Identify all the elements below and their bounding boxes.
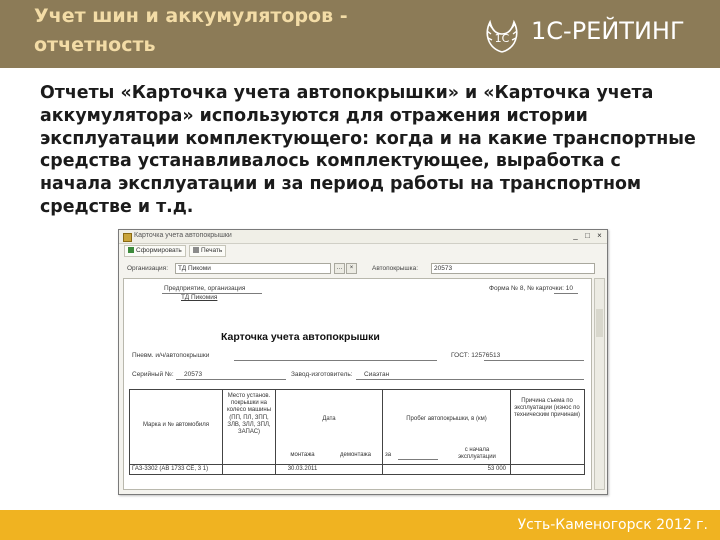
window-title: Карточка учета автопокрышки — [134, 232, 232, 239]
header-place: Место установ. покрышки на колесо машины (ПП, ПЛ, ЗПП, ЗЛВ, ЗЛЛ, ЗПЛ, ЗАПАС) — [226, 393, 272, 436]
table-column-divider — [382, 390, 383, 474]
model-label: Пневм. и/ч/автопокрышки — [132, 352, 210, 359]
header-period: за — [385, 452, 392, 458]
1c-rating-logo-icon — [480, 12, 524, 56]
divider — [234, 360, 437, 361]
document-title: Карточка учета автопокрышки — [221, 331, 380, 343]
generate-button-label: Сформировать — [136, 247, 182, 254]
table-column-divider — [275, 390, 276, 474]
description-line: эксплуатации комплектующего: когда и на какие транспортные — [40, 128, 696, 149]
report-params — [119, 260, 607, 274]
clear-organization-button[interactable]: × — [346, 263, 357, 274]
description-line: средстве и т.д. — [40, 196, 194, 217]
select-organization-button[interactable]: … — [334, 263, 345, 274]
divider — [398, 459, 438, 460]
header-mount: монтажа — [290, 452, 315, 458]
description-line: средства устанавливалось комплектующее, выработка с — [40, 151, 621, 172]
app-icon — [123, 233, 132, 242]
company-label: Предприятие, организация — [164, 285, 246, 292]
header-date: Дата — [322, 416, 336, 422]
maximize-icon[interactable]: □ — [585, 231, 590, 240]
header-reason: Причина съема по эксплуатации (износ по техническим причинам) — [514, 398, 580, 419]
row-mileage: 53 000 — [487, 466, 506, 472]
header-mileage: Пробег автопокрышки, в (км) — [406, 416, 487, 422]
vertical-scrollbar[interactable] — [594, 278, 605, 490]
divider — [176, 379, 286, 380]
slide-title-line-2: отчетность — [34, 34, 156, 56]
tire-history-table — [129, 389, 585, 475]
row-car: ГАЗ-3302 (AB 1733 CE, 3 1) — [132, 466, 209, 472]
brand-name: 1С-РЕЙТИНГ — [531, 17, 685, 45]
close-icon[interactable]: × — [597, 231, 602, 240]
description-line: аккумулятора» используются для отражения истории — [40, 105, 588, 126]
play-icon — [128, 247, 134, 253]
scrollbar-thumb[interactable] — [596, 309, 603, 337]
table-row-divider — [130, 464, 584, 465]
header-dismount: демонтажа — [340, 452, 371, 458]
report-window-screenshot — [118, 229, 608, 495]
slide-title-line-1: Учет шин и аккумуляторов - — [34, 5, 348, 27]
plant-value: Сиаэтан — [364, 371, 390, 378]
serial-label: Серийный №: — [132, 371, 174, 378]
generate-button[interactable] — [124, 245, 186, 257]
divider — [484, 360, 584, 361]
row-date: 30.03.2011 — [287, 466, 318, 472]
organization-label: Организация: — [127, 265, 169, 272]
slide-footer — [0, 510, 720, 540]
print-button-label: Печать — [201, 247, 223, 254]
window-titlebar — [119, 230, 607, 244]
header-car: Марка и № автомобиля — [142, 422, 210, 428]
company-value: ТД Пикомия — [181, 294, 218, 301]
serial-value: 20573 — [184, 371, 203, 378]
divider — [554, 293, 578, 294]
window-toolbar — [119, 244, 607, 258]
tire-field[interactable]: 20573 — [431, 263, 595, 274]
header-since-start: с начала эксплуатации — [458, 447, 496, 461]
organization-field[interactable]: ТД Пикоми — [175, 263, 331, 274]
minimize-icon[interactable]: _ — [573, 231, 578, 240]
gost-label: ГОСТ: 12576513 — [451, 352, 501, 359]
description-line: Отчеты «Карточка учета автопокрышки» и «Карточка учета — [40, 83, 654, 103]
svg-text:1С: 1С — [494, 32, 510, 45]
slide-title — [34, 2, 434, 60]
tire-label: Автопокрышка: — [372, 265, 419, 272]
print-button[interactable] — [189, 245, 226, 257]
slide-header — [0, 0, 720, 68]
form-number: Форма № 8, № карточки: 10 — [489, 285, 573, 292]
description-text — [40, 82, 696, 219]
printer-icon — [193, 247, 199, 253]
plant-label: Завод-изготовитель: — [291, 371, 353, 378]
report-document — [123, 278, 592, 490]
footer-location-year: Усть-Каменогорск 2012 г. — [517, 517, 708, 533]
divider — [356, 379, 584, 380]
description-line: начала эксплуатации и за период работы на транспортном — [40, 174, 642, 195]
